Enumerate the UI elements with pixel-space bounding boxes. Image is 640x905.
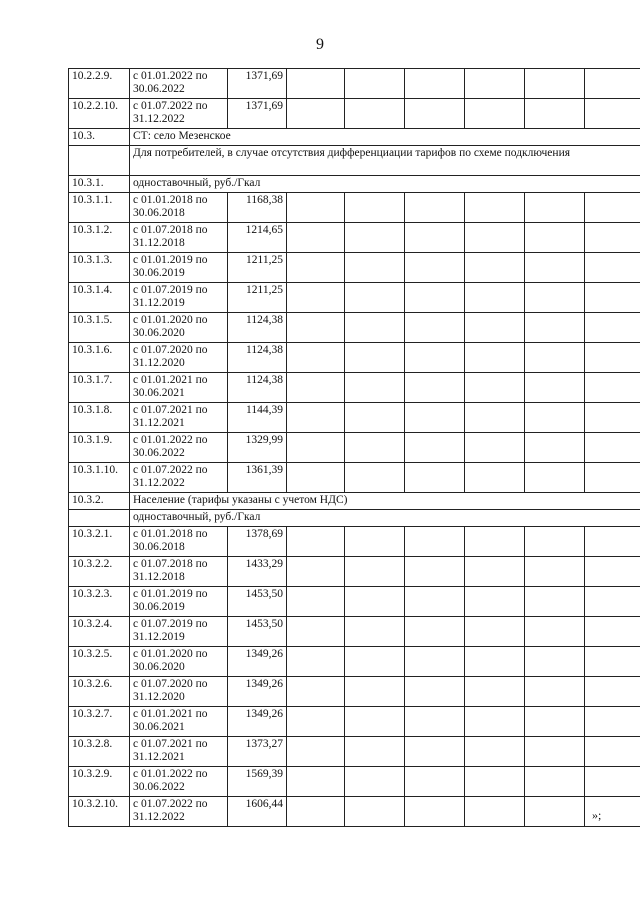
section-header-row bbox=[69, 129, 640, 146]
empty-cell bbox=[287, 737, 345, 767]
row-period: с 01.01.2018 по 30.06.2018 bbox=[130, 527, 228, 557]
row-code: 10.2.2.10. bbox=[69, 99, 130, 129]
row-tariff-value: 1144,39 bbox=[228, 403, 287, 433]
empty-cell bbox=[585, 617, 640, 647]
row-period: с 01.07.2019 по 31.12.2019 bbox=[130, 617, 228, 647]
empty-cell bbox=[405, 587, 465, 617]
empty-cell bbox=[585, 69, 640, 99]
empty-cell bbox=[405, 253, 465, 283]
empty-cell bbox=[525, 707, 585, 737]
empty-cell bbox=[405, 707, 465, 737]
empty-cell bbox=[345, 99, 405, 129]
empty-cell bbox=[405, 677, 465, 707]
empty-cell bbox=[465, 617, 525, 647]
section-title: Население (тарифы указаны с учетом НДС) bbox=[130, 493, 640, 510]
row-tariff-value: 1124,38 bbox=[228, 373, 287, 403]
row-tariff-value: 1453,50 bbox=[228, 617, 287, 647]
empty-cell bbox=[465, 527, 525, 557]
row-code: 10.3.1.4. bbox=[69, 283, 130, 313]
empty-cell bbox=[287, 617, 345, 647]
empty-cell bbox=[405, 69, 465, 99]
row-tariff-value: 1349,26 bbox=[228, 677, 287, 707]
empty-cell bbox=[585, 313, 640, 343]
empty-cell bbox=[465, 193, 525, 223]
row-period: с 01.01.2018 по 30.06.2018 bbox=[130, 193, 228, 223]
table-row bbox=[69, 463, 640, 493]
row-code: 10.3.1.7. bbox=[69, 373, 130, 403]
empty-cell bbox=[345, 677, 405, 707]
empty-cell bbox=[585, 527, 640, 557]
row-code: 10.3.1.1. bbox=[69, 193, 130, 223]
empty-cell bbox=[525, 617, 585, 647]
row-tariff-value: 1329,99 bbox=[228, 433, 287, 463]
row-code: 10.3.2.1. bbox=[69, 527, 130, 557]
row-period: с 01.07.2018 по 31.12.2018 bbox=[130, 223, 228, 253]
row-period: с 01.01.2020 по 30.06.2020 bbox=[130, 313, 228, 343]
empty-cell bbox=[287, 403, 345, 433]
empty-cell bbox=[585, 587, 640, 617]
row-period: с 01.01.2020 по 30.06.2020 bbox=[130, 647, 228, 677]
empty-cell bbox=[287, 313, 345, 343]
row-tariff-value: 1168,38 bbox=[228, 193, 287, 223]
section-code: 10.3. bbox=[69, 129, 130, 146]
empty-cell bbox=[287, 677, 345, 707]
empty-cell bbox=[465, 647, 525, 677]
empty-cell bbox=[525, 313, 585, 343]
row-period: с 01.07.2020 по 31.12.2020 bbox=[130, 343, 228, 373]
row-code: 10.3.2.9. bbox=[69, 767, 130, 797]
table-row bbox=[69, 737, 640, 767]
empty-cell bbox=[405, 223, 465, 253]
row-tariff-value: 1371,69 bbox=[228, 99, 287, 129]
tariff-table bbox=[68, 68, 640, 827]
empty-cell bbox=[287, 767, 345, 797]
table-row bbox=[69, 99, 640, 129]
row-code: 10.3.1.5. bbox=[69, 313, 130, 343]
empty-cell bbox=[405, 373, 465, 403]
row-tariff-value: 1211,25 bbox=[228, 283, 287, 313]
empty-cell bbox=[405, 403, 465, 433]
row-period: с 01.07.2021 по 31.12.2021 bbox=[130, 403, 228, 433]
empty-cell bbox=[287, 797, 345, 827]
row-period: с 01.01.2019 по 30.06.2019 bbox=[130, 253, 228, 283]
row-tariff-value: 1349,26 bbox=[228, 707, 287, 737]
empty-cell bbox=[525, 69, 585, 99]
row-period: с 01.07.2022 по 31.12.2022 bbox=[130, 797, 228, 827]
empty-cell bbox=[525, 647, 585, 677]
section-title: СТ: село Мезенское bbox=[130, 129, 640, 146]
empty-cell bbox=[465, 677, 525, 707]
empty-cell bbox=[465, 707, 525, 737]
empty-cell bbox=[405, 767, 465, 797]
row-code: 10.3.2.10. bbox=[69, 797, 130, 827]
row-period: с 01.07.2021 по 31.12.2021 bbox=[130, 737, 228, 767]
empty-cell bbox=[345, 433, 405, 463]
row-tariff-value: 1124,38 bbox=[228, 343, 287, 373]
empty-cell bbox=[345, 647, 405, 677]
table-row bbox=[69, 253, 640, 283]
table-row bbox=[69, 587, 640, 617]
row-code: 10.3.1.6. bbox=[69, 343, 130, 373]
empty-cell bbox=[465, 283, 525, 313]
section-title: Для потребителей, в случае отсутствия дифференциации тарифов по схеме подключения bbox=[130, 146, 640, 176]
empty-cell bbox=[585, 557, 640, 587]
empty-cell bbox=[465, 403, 525, 433]
empty-cell bbox=[585, 343, 640, 373]
empty-cell bbox=[345, 463, 405, 493]
empty-cell bbox=[585, 707, 640, 737]
empty-cell bbox=[345, 343, 405, 373]
section-title: одноставочный, руб./Гкал bbox=[130, 510, 640, 527]
empty-cell bbox=[345, 253, 405, 283]
empty-cell bbox=[345, 737, 405, 767]
row-tariff-value: 1124,38 bbox=[228, 313, 287, 343]
row-code: 10.3.1.9. bbox=[69, 433, 130, 463]
row-code: 10.3.2.8. bbox=[69, 737, 130, 767]
empty-cell bbox=[525, 253, 585, 283]
empty-cell bbox=[585, 253, 640, 283]
row-code: 10.3.1.2. bbox=[69, 223, 130, 253]
empty-cell bbox=[585, 99, 640, 129]
empty-cell bbox=[465, 587, 525, 617]
empty-cell bbox=[345, 797, 405, 827]
empty-cell bbox=[465, 737, 525, 767]
section-code: 10.3.2. bbox=[69, 493, 130, 510]
row-period: с 01.01.2019 по 30.06.2019 bbox=[130, 587, 228, 617]
closing-mark: »; bbox=[592, 808, 602, 822]
row-tariff-value: 1371,69 bbox=[228, 69, 287, 99]
table-row bbox=[69, 647, 640, 677]
table-row bbox=[69, 193, 640, 223]
empty-cell bbox=[465, 253, 525, 283]
empty-cell bbox=[345, 617, 405, 647]
table-row bbox=[69, 403, 640, 433]
table-row bbox=[69, 797, 640, 827]
section-note-row bbox=[69, 146, 640, 176]
row-period: с 01.07.2022 по 31.12.2022 bbox=[130, 463, 228, 493]
empty-cell bbox=[525, 557, 585, 587]
empty-cell bbox=[585, 193, 640, 223]
row-tariff-value: 1349,26 bbox=[228, 647, 287, 677]
row-code: 10.3.1.3. bbox=[69, 253, 130, 283]
empty-cell bbox=[525, 193, 585, 223]
empty-cell bbox=[585, 283, 640, 313]
empty-cell bbox=[287, 463, 345, 493]
empty-cell bbox=[287, 223, 345, 253]
section-title: одноставочный, руб./Гкал bbox=[130, 176, 640, 193]
page-number: 9 bbox=[316, 36, 324, 53]
row-code: 10.3.2.2. bbox=[69, 557, 130, 587]
empty-cell bbox=[525, 223, 585, 253]
empty-cell bbox=[345, 527, 405, 557]
empty-cell bbox=[465, 69, 525, 99]
empty-cell bbox=[585, 373, 640, 403]
empty-cell bbox=[345, 193, 405, 223]
table-row bbox=[69, 223, 640, 253]
empty-cell bbox=[405, 737, 465, 767]
table-row bbox=[69, 283, 640, 313]
empty-cell bbox=[525, 283, 585, 313]
empty-cell bbox=[345, 707, 405, 737]
empty-cell bbox=[525, 797, 585, 827]
section-code bbox=[69, 146, 130, 176]
empty-cell bbox=[287, 707, 345, 737]
empty-cell bbox=[585, 647, 640, 677]
empty-cell bbox=[287, 527, 345, 557]
empty-cell bbox=[405, 617, 465, 647]
empty-cell bbox=[465, 557, 525, 587]
section-header-row bbox=[69, 493, 640, 510]
empty-cell bbox=[525, 587, 585, 617]
empty-cell bbox=[525, 463, 585, 493]
row-code: 10.3.2.4. bbox=[69, 617, 130, 647]
empty-cell bbox=[405, 99, 465, 129]
empty-cell bbox=[585, 463, 640, 493]
empty-cell bbox=[287, 99, 345, 129]
empty-cell bbox=[345, 283, 405, 313]
row-code: 10.3.2.7. bbox=[69, 707, 130, 737]
empty-cell bbox=[405, 463, 465, 493]
empty-cell bbox=[405, 797, 465, 827]
empty-cell bbox=[405, 433, 465, 463]
row-period: с 01.01.2021 по 30.06.2021 bbox=[130, 373, 228, 403]
row-tariff-value: 1378,69 bbox=[228, 527, 287, 557]
empty-cell bbox=[585, 737, 640, 767]
row-period: с 01.07.2022 по 31.12.2022 bbox=[130, 99, 228, 129]
empty-cell bbox=[525, 527, 585, 557]
empty-cell bbox=[525, 677, 585, 707]
row-period: с 01.01.2021 по 30.06.2021 bbox=[130, 707, 228, 737]
row-code: 10.3.2.3. bbox=[69, 587, 130, 617]
row-code: 10.3.1.8. bbox=[69, 403, 130, 433]
row-tariff-value: 1214,65 bbox=[228, 223, 287, 253]
row-code: 10.2.2.9. bbox=[69, 69, 130, 99]
row-tariff-value: 1373,27 bbox=[228, 737, 287, 767]
empty-cell bbox=[287, 69, 345, 99]
empty-cell bbox=[405, 647, 465, 677]
table-row bbox=[69, 373, 640, 403]
row-code: 10.3.2.5. bbox=[69, 647, 130, 677]
empty-cell bbox=[287, 343, 345, 373]
table-row bbox=[69, 433, 640, 463]
empty-cell bbox=[345, 223, 405, 253]
table-row bbox=[69, 527, 640, 557]
empty-cell bbox=[465, 463, 525, 493]
empty-cell bbox=[287, 283, 345, 313]
empty-cell bbox=[465, 99, 525, 129]
empty-cell bbox=[465, 433, 525, 463]
empty-cell bbox=[287, 373, 345, 403]
row-tariff-value: 1453,50 bbox=[228, 587, 287, 617]
section-code bbox=[69, 510, 130, 527]
table-row bbox=[69, 617, 640, 647]
empty-cell bbox=[405, 283, 465, 313]
empty-cell bbox=[525, 767, 585, 797]
empty-cell bbox=[585, 433, 640, 463]
empty-cell bbox=[405, 193, 465, 223]
empty-cell bbox=[345, 69, 405, 99]
row-tariff-value: 1569,39 bbox=[228, 767, 287, 797]
empty-cell bbox=[287, 557, 345, 587]
empty-cell bbox=[525, 403, 585, 433]
section-code: 10.3.1. bbox=[69, 176, 130, 193]
empty-cell bbox=[405, 557, 465, 587]
row-tariff-value: 1211,25 bbox=[228, 253, 287, 283]
empty-cell bbox=[525, 737, 585, 767]
empty-cell bbox=[405, 313, 465, 343]
table-row bbox=[69, 343, 640, 373]
row-period: с 01.01.2022 по 30.06.2022 bbox=[130, 69, 228, 99]
empty-cell bbox=[405, 343, 465, 373]
empty-cell bbox=[465, 313, 525, 343]
table-row bbox=[69, 677, 640, 707]
empty-cell bbox=[465, 373, 525, 403]
empty-cell bbox=[345, 587, 405, 617]
empty-cell bbox=[287, 647, 345, 677]
empty-cell bbox=[345, 373, 405, 403]
row-period: с 01.07.2019 по 31.12.2019 bbox=[130, 283, 228, 313]
row-code: 10.3.2.6. bbox=[69, 677, 130, 707]
subsection-header-row bbox=[69, 510, 640, 527]
row-tariff-value: 1606,44 bbox=[228, 797, 287, 827]
empty-cell bbox=[585, 677, 640, 707]
empty-cell bbox=[345, 313, 405, 343]
empty-cell bbox=[585, 223, 640, 253]
row-tariff-value: 1433,29 bbox=[228, 557, 287, 587]
empty-cell bbox=[345, 557, 405, 587]
row-period: с 01.01.2022 по 30.06.2022 bbox=[130, 767, 228, 797]
empty-cell bbox=[287, 193, 345, 223]
table-row bbox=[69, 767, 640, 797]
row-code: 10.3.1.10. bbox=[69, 463, 130, 493]
empty-cell bbox=[345, 403, 405, 433]
empty-cell bbox=[525, 373, 585, 403]
empty-cell bbox=[525, 99, 585, 129]
row-period: с 01.07.2020 по 31.12.2020 bbox=[130, 677, 228, 707]
empty-cell bbox=[465, 223, 525, 253]
empty-cell bbox=[405, 527, 465, 557]
empty-cell bbox=[525, 433, 585, 463]
table-row bbox=[69, 557, 640, 587]
row-tariff-value: 1361,39 bbox=[228, 463, 287, 493]
empty-cell bbox=[287, 253, 345, 283]
table-row bbox=[69, 69, 640, 99]
empty-cell bbox=[525, 343, 585, 373]
table-row bbox=[69, 313, 640, 343]
subsection-header-row bbox=[69, 176, 640, 193]
empty-cell bbox=[585, 403, 640, 433]
empty-cell bbox=[465, 343, 525, 373]
empty-cell bbox=[465, 767, 525, 797]
empty-cell bbox=[585, 767, 640, 797]
empty-cell bbox=[465, 797, 525, 827]
row-period: с 01.07.2018 по 31.12.2018 bbox=[130, 557, 228, 587]
table-row bbox=[69, 707, 640, 737]
empty-cell bbox=[345, 767, 405, 797]
empty-cell bbox=[287, 587, 345, 617]
row-period: с 01.01.2022 по 30.06.2022 bbox=[130, 433, 228, 463]
empty-cell bbox=[287, 433, 345, 463]
